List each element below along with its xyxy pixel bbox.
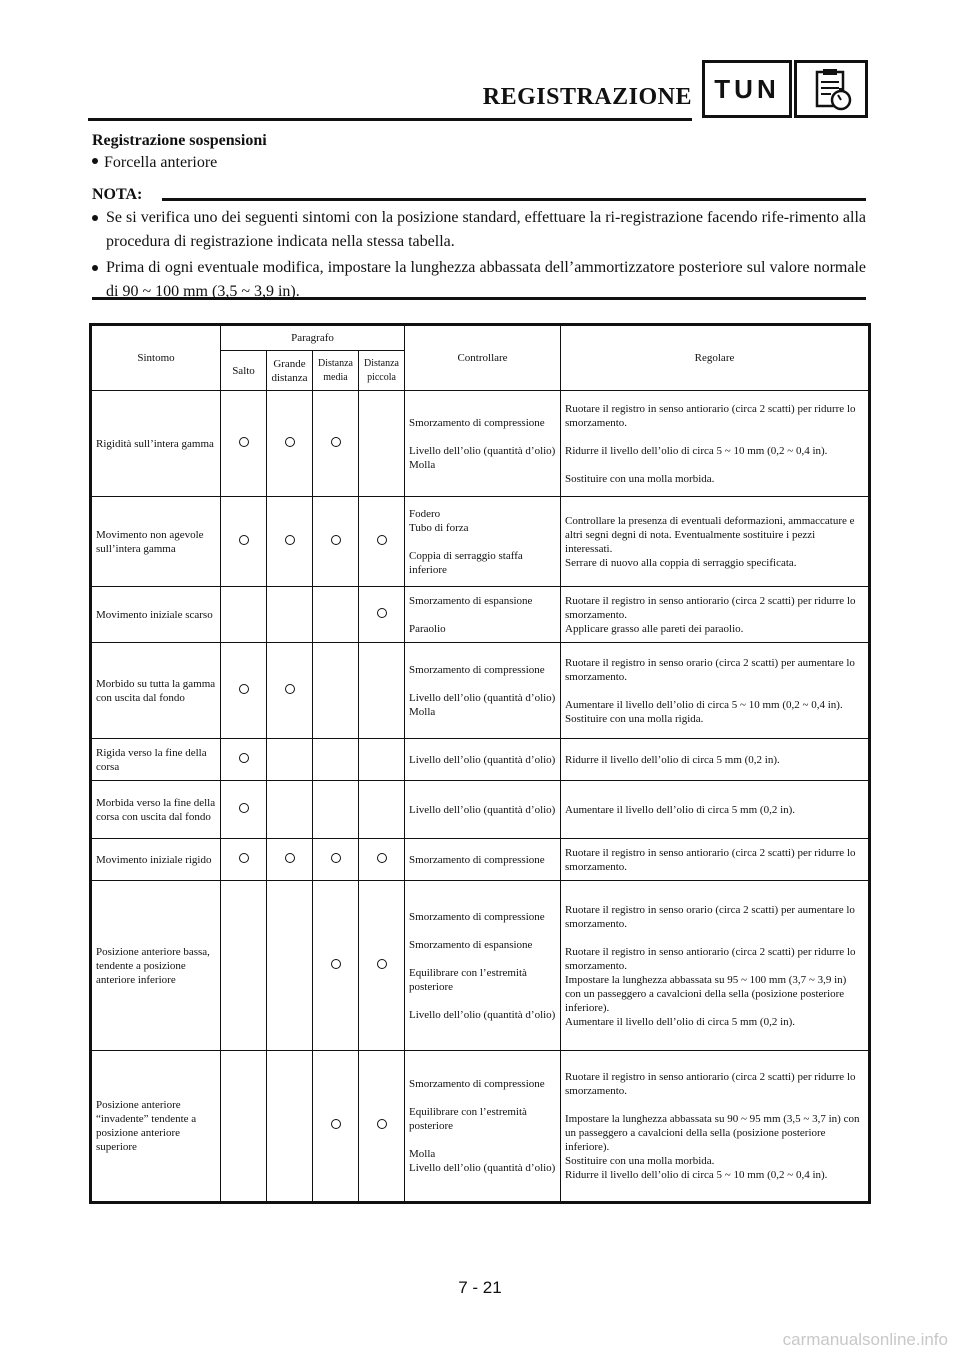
table-row [91,497,870,587]
header-media: Distanza media [313,351,359,391]
cell-mark [313,1051,359,1203]
cell-mark [267,739,313,781]
cell-mark [221,587,267,643]
cell-mark [359,497,405,587]
controllare-line [409,535,556,549]
circle-mark-icon [285,684,295,694]
cell-mark [313,643,359,739]
table-row [91,643,870,739]
controllare-line [409,994,556,1008]
cell-mark [221,739,267,781]
regolare-line [565,931,864,945]
regolare-line: Sostituire con una molla rigida. [565,712,704,725]
circle-mark-icon [331,437,341,447]
table-row [91,587,870,643]
controllare-line: Molla [409,458,436,471]
cell-mark [221,497,267,587]
circle-mark-icon [239,684,249,694]
header-sintomo: Sintomo [91,325,221,391]
circle-mark-icon [377,959,387,969]
nota-item-text: Se si verifica uno dei seguenti sintomi con la posizione standard, effettuare la ri-registrazione facendo rife-rimento alla procedura di registrazione indicata nella stessa tabella. [106,209,866,250]
regolare-line: Controllare la presenza di eventuali deformazioni, ammaccature e altri segni degni di nota. Eventualmente sostituire i pezzi interessati. [565,514,855,555]
cell-controllare [405,391,561,497]
cell-sintomo: Rigida verso la fine della corsa [91,739,221,781]
regolare-line: Aumentare il livello dell’olio di circa 5 ~ 10 mm (0,2 ~ 0,4 in). [565,698,843,711]
cell-controllare [405,1051,561,1203]
cell-mark [221,881,267,1051]
cell-controllare [405,739,561,781]
table-row [91,739,870,781]
cell-mark [267,643,313,739]
regolare-line: Sostituire con una molla morbida. [565,1155,715,1167]
cell-sintomo: Movimento iniziale rigido [91,839,221,881]
chapter-title: REGISTRAZIONE [482,84,692,110]
controllare-line: Molla [409,705,436,718]
table-row [91,839,870,881]
controllare-line: Livello dell’olio (quantità d’olio) [409,1162,556,1174]
cell-sintomo: Rigidità sull’intera gamma [91,391,221,497]
cell-regolare [561,1051,870,1203]
cell-sintomo: Movimento iniziale scarso [91,587,221,643]
circle-mark-icon [331,853,341,863]
controllare-line [409,924,556,938]
cell-sintomo: Movimento non agevole sull’intera gamma [91,497,221,587]
cell-regolare [561,643,870,739]
controllare-line [409,430,556,444]
cell-mark [359,839,405,881]
cell-mark [313,497,359,587]
section-title: Registrazione sospensioni [92,132,267,149]
circle-mark-icon [377,1119,387,1129]
section-bullet [92,154,217,172]
controllare-line: Paraolio [409,622,446,635]
circle-mark-icon [239,753,249,763]
controllare-line [409,1091,556,1105]
suspension-table [89,323,871,1204]
cell-mark [221,391,267,497]
controllare-line: Smorzamento di compressione [409,416,545,429]
cell-mark [359,881,405,1051]
regolare-line: Ruotare il registro in senso antiorario (circa 2 scatti) per ridurre lo smorzamento. [565,594,856,621]
cell-regolare [561,781,870,839]
header-salto: Salto [221,351,267,391]
cell-mark [359,739,405,781]
cell-sintomo: Posizione anteriore bassa, tendente a posizione anteriore inferiore [91,881,221,1051]
circle-mark-icon [377,853,387,863]
nota-item [92,206,866,254]
section-bullet-text: Forcella anteriore [104,154,218,171]
controllare-line: Fodero [409,507,441,520]
controllare-line [409,1133,556,1147]
controllare-line: Smorzamento di compressione [409,1078,545,1090]
cell-mark [221,643,267,739]
cell-controllare [405,643,561,739]
circle-mark-icon [285,437,295,447]
table-row [91,781,870,839]
cell-mark [267,497,313,587]
cell-sintomo: Morbida verso la fine della corsa con uscita dal fondo [91,781,221,839]
nota-rule [162,198,866,201]
nota-end-rule [92,297,866,300]
circle-mark-icon [331,959,341,969]
cell-sintomo: Posizione anteriore “invadente” tendente a posizione anteriore superiore [91,1051,221,1203]
cell-mark [267,781,313,839]
regolare-line [565,430,864,444]
regolare-line: Impostare la lunghezza abbassata su 90 ~ 95 mm (3,5 ~ 3,7 in) con un passeggero a cavalcioni della sella (posizione posteriore inferiore). [565,1113,860,1153]
regolare-line: Impostare la lunghezza abbassata su 95 ~ 100 mm (3,7 ~ 3,9 in) con un passeggero a cavalcioni della sella (posizione posteriore inferiore). [565,973,847,1014]
cell-mark [359,391,405,497]
cell-mark [267,839,313,881]
circle-mark-icon [331,1119,341,1129]
bullet-dot [92,158,98,164]
table-row [91,881,870,1051]
controllare-line: Equilibrare con l’estremità posteriore [409,966,527,993]
circle-mark-icon [285,853,295,863]
cell-regolare [561,391,870,497]
clipboard-stopwatch-icon [794,60,868,118]
page-number: 7 - 21 [458,1278,502,1297]
regolare-line: Ruotare il registro in senso antiorario (circa 2 scatti) per ridurre lo smorzamento. [565,945,856,972]
controllare-line: Equilibrare con l’estremità posteriore [409,1106,527,1132]
controllare-line [409,952,556,966]
cell-regolare [561,497,870,587]
header-paragrafo: Paragrafo [221,325,405,351]
cell-mark [221,839,267,881]
bullet-dot [92,215,98,221]
controllare-line [409,608,556,622]
cell-mark [359,781,405,839]
cell-regolare [561,881,870,1051]
tun-badge: TUN [702,60,792,118]
cell-regolare [561,839,870,881]
nota-label: NOTA: [92,186,143,203]
cell-controllare [405,839,561,881]
cell-controllare [405,881,561,1051]
page-header [88,60,868,122]
circle-mark-icon [377,608,387,618]
cell-mark [313,587,359,643]
regolare-line [565,1098,864,1112]
regolare-line: Sostituire con una molla morbida. [565,472,715,485]
controllare-line: Molla [409,1148,436,1160]
circle-mark-icon [239,535,249,545]
regolare-line: Ruotare il registro in senso antiorario (circa 2 scatti) per ridurre lo smorzamento. [565,846,856,873]
bullet-dot [92,265,98,271]
controllare-line: Smorzamento di compressione [409,663,545,676]
header-controllare: Controllare [405,325,561,391]
regolare-line: Ridurre il livello dell’olio di circa 5 mm (0,2 in). [565,753,780,766]
controllare-line [409,677,556,691]
controllare-line: Livello dell’olio (quantità d’olio) [409,691,556,704]
cell-controllare [405,587,561,643]
cell-mark [267,391,313,497]
cell-mark [313,391,359,497]
cell-mark [267,587,313,643]
nota-list [92,206,866,306]
cell-mark [359,587,405,643]
regolare-line: Aumentare il livello dell’olio di circa 5 mm (0,2 in). [565,803,796,816]
header-rule [88,118,692,121]
regolare-line: Ruotare il registro in senso antiorario (circa 2 scatti) per ridurre lo smorzamento. [565,1071,856,1097]
controllare-line: Livello dell’olio (quantità d’olio) [409,1008,556,1021]
regolare-line [565,684,864,698]
controllare-line: Livello dell’olio (quantità d’olio) [409,753,556,766]
circle-mark-icon [239,803,249,813]
header-piccola: Distanza piccola [359,351,405,391]
controllare-line: Smorzamento di espansione [409,938,533,951]
controllare-line: Smorzamento di compressione [409,853,545,866]
regolare-line: Ridurre il livello dell’olio di circa 5 ~ 10 mm (0,2 ~ 0,4 in). [565,1169,828,1181]
cell-controllare [405,497,561,587]
circle-mark-icon [239,853,249,863]
cell-mark [221,781,267,839]
cell-mark [221,1051,267,1203]
regolare-line: Ruotare il registro in senso orario (circa 2 scatti) per aumentare lo smorzamento. [565,903,855,930]
circle-mark-icon [285,535,295,545]
cell-regolare [561,739,870,781]
cell-sintomo: Morbido su tutta la gamma con uscita dal fondo [91,643,221,739]
watermark: carmanualsonline.info [782,1330,948,1349]
circle-mark-icon [239,437,249,447]
cell-mark [313,739,359,781]
regolare-line: Aumentare il livello dell’olio di circa 5 mm (0,2 in). [565,1015,796,1028]
controllare-line: Coppia di serraggio staffa inferiore [409,549,523,576]
cell-regolare [561,587,870,643]
table-row [91,391,870,497]
regolare-line: Ruotare il registro in senso antiorario (circa 2 scatti) per ridurre lo smorzamento. [565,402,856,429]
cell-mark [313,881,359,1051]
circle-mark-icon [377,535,387,545]
cell-mark [267,1051,313,1203]
header-regolare: Regolare [561,325,870,391]
controllare-line: Livello dell’olio (quantità d’olio) [409,444,556,457]
cell-mark [267,881,313,1051]
controllare-line: Smorzamento di espansione [409,594,533,607]
cell-mark [313,839,359,881]
regolare-line: Ruotare il registro in senso orario (circa 2 scatti) per aumentare lo smorzamento. [565,656,855,683]
cell-mark [313,781,359,839]
regolare-line: Applicare grasso alle pareti dei paraolio. [565,622,744,635]
table-body [91,391,870,1203]
cell-mark [359,1051,405,1203]
header-grande: Grande distanza [267,351,313,391]
controllare-line: Tubo di forza [409,521,469,534]
circle-mark-icon [331,535,341,545]
nota-item-text: Prima di ogni eventuale modifica, impostare la lunghezza abbassata dell’ammortizzatore posteriore sul valore normale di 90 ~ 100 mm (3,5 ~ 3,9 in). [106,259,866,300]
table-row [91,1051,870,1203]
regolare-line [565,458,864,472]
regolare-line: Serrare di nuovo alla coppia di serraggio specificata. [565,556,797,569]
cell-controllare [405,781,561,839]
regolare-line: Ridurre il livello dell’olio di circa 5 ~ 10 mm (0,2 ~ 0,4 in). [565,444,828,457]
cell-mark [359,643,405,739]
controllare-line: Livello dell’olio (quantità d’olio) [409,803,556,816]
controllare-line: Smorzamento di compressione [409,910,545,923]
